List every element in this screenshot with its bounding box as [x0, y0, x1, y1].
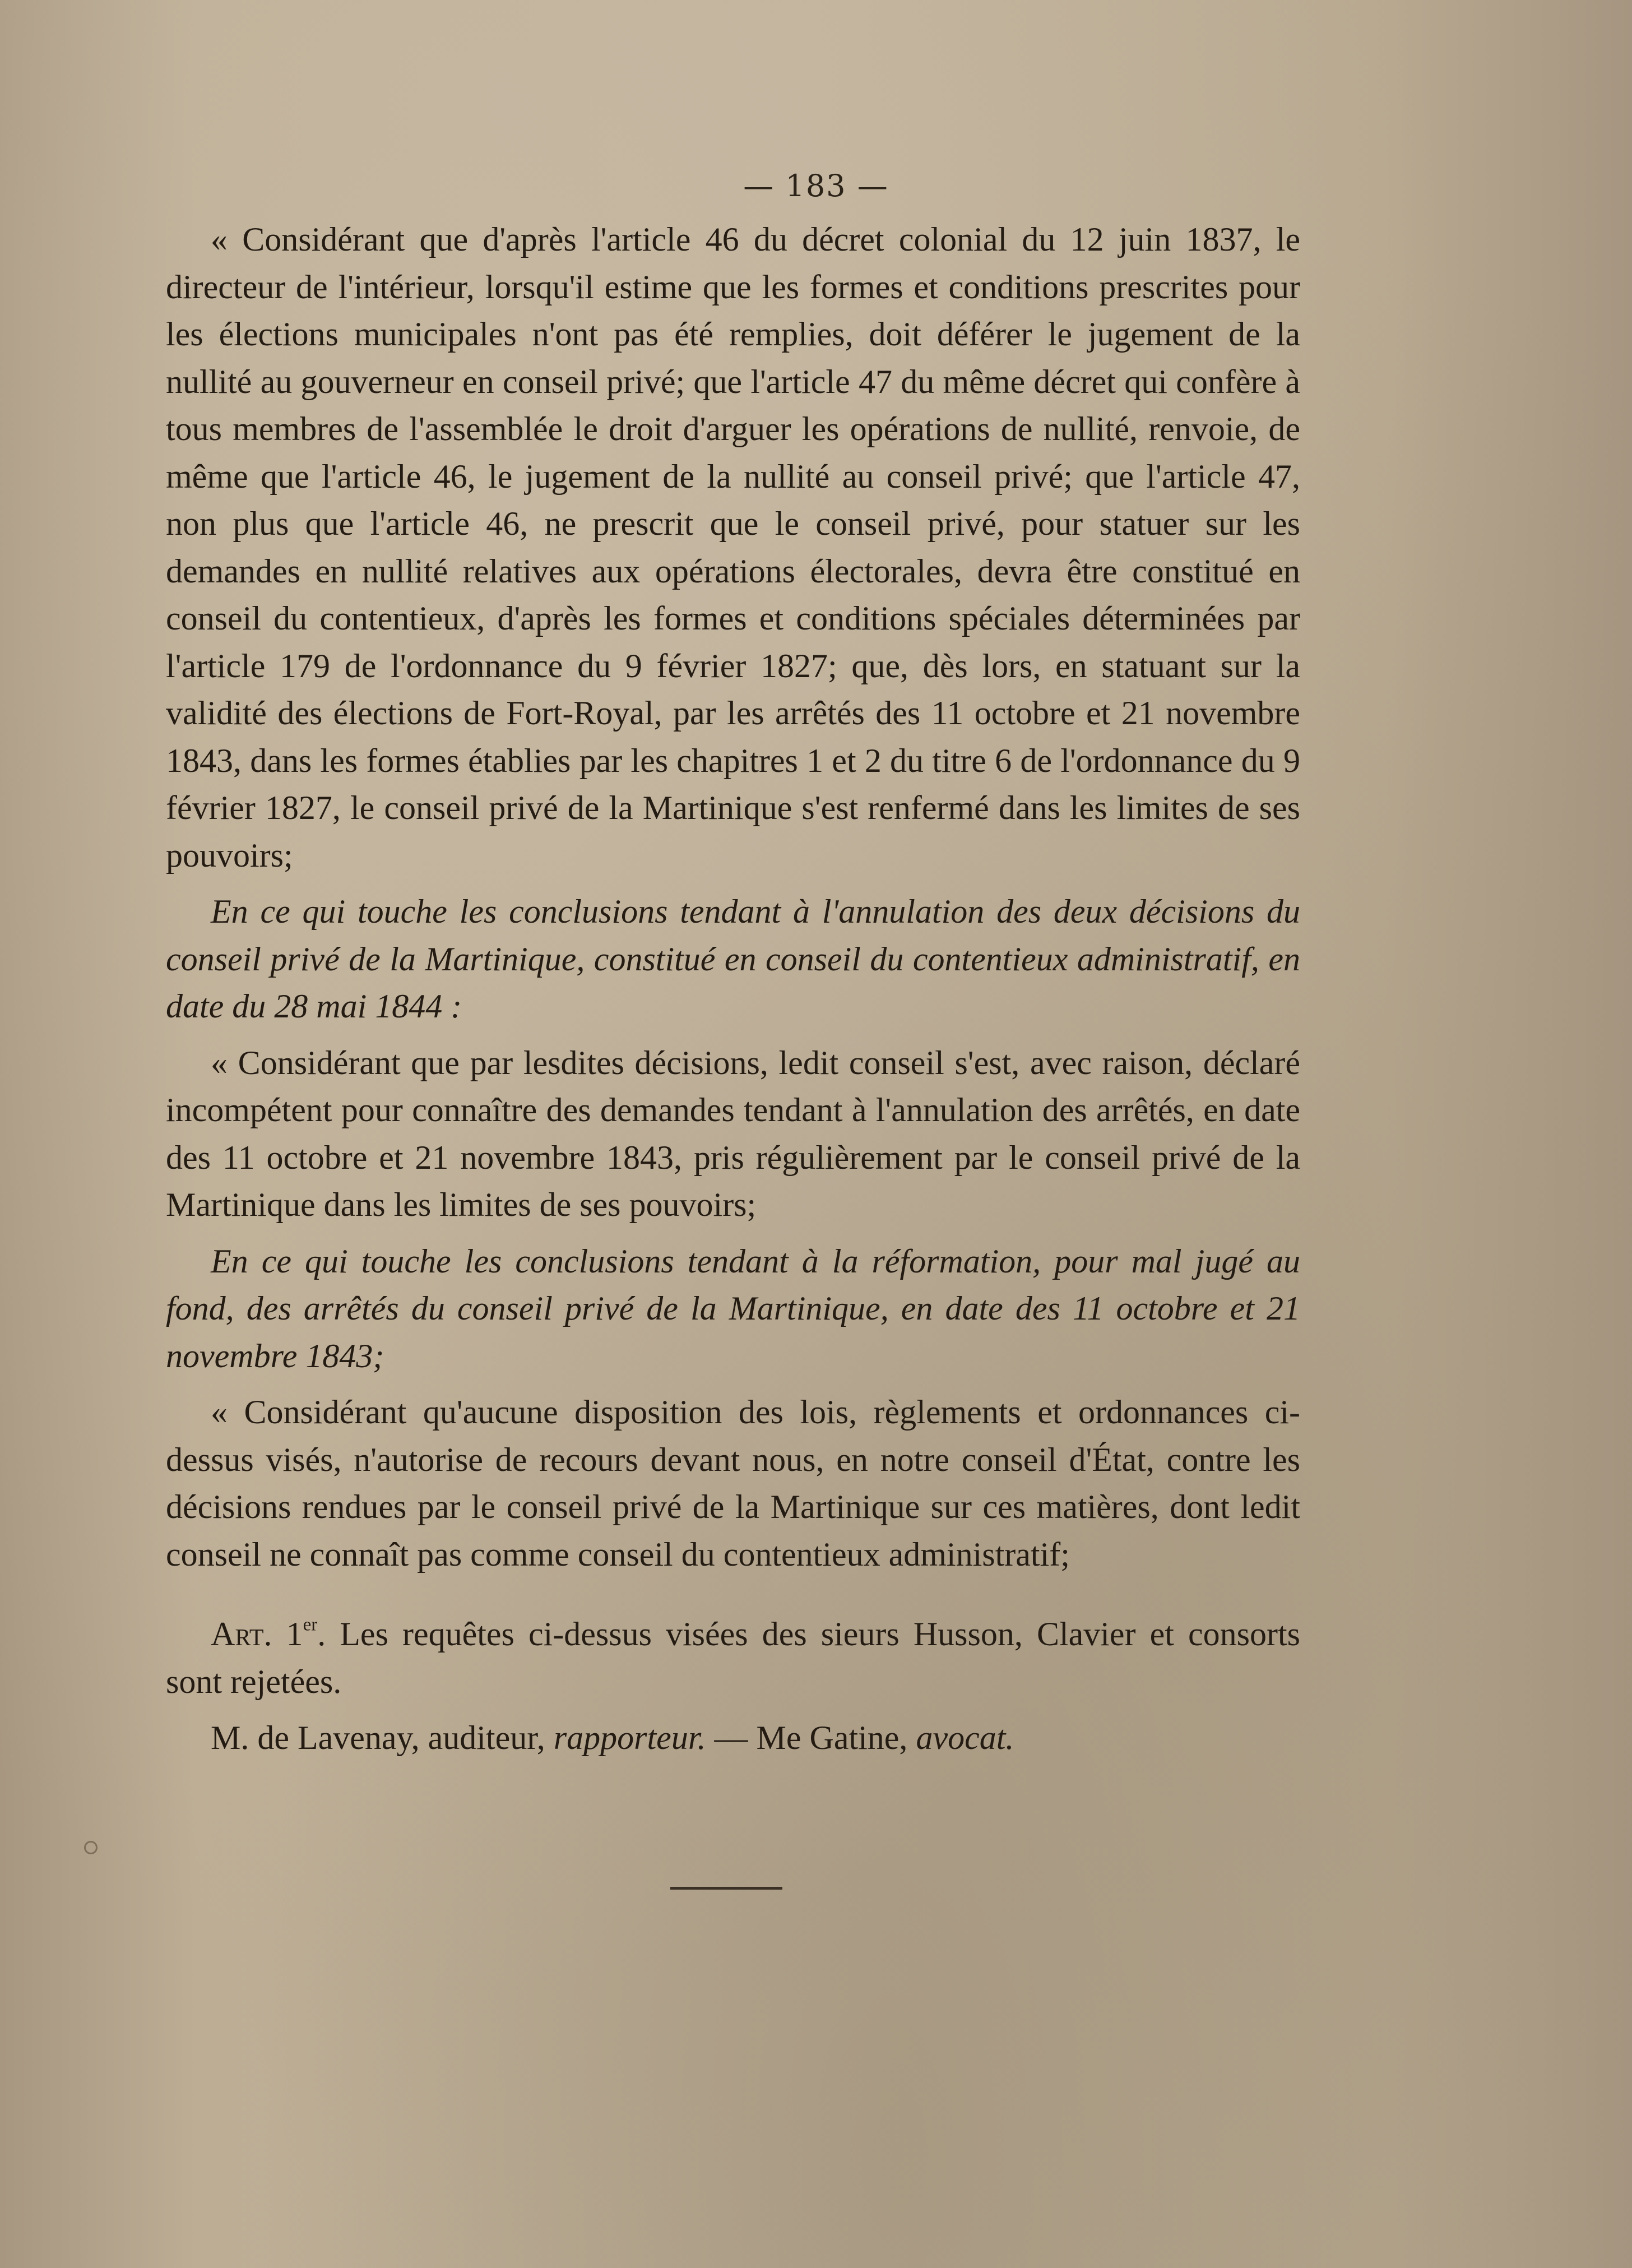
signature-line — [166, 1714, 1300, 1762]
signature-separator: — — [706, 1719, 757, 1756]
ink-speck-decoration — [84, 1841, 98, 1854]
body-text — [166, 216, 1300, 1762]
rapporteur-role: rapporteur. — [553, 1719, 706, 1756]
paragraph-considerant-1: « Considérant que d'après l'article 46 du décret colonial du 12 juin 1837, le directeur de l'intérieur, lorsqu'il estime que les formes et conditions prescrites pour les élections municipales n'ont pas été remplies, doit déférer le jugement de la nullité au gouverneur en conseil privé; que l'article 47 du même décret qui confère à tous membres de l'assemblée le droit d'arguer les opérations de nullité, renvoie, de même que l'article 46, le jugement de la nullité au conseil privé; que l'article 47, non plus que l'article 46, ne prescrit que le conseil privé, pour statuer sur les demandes en nullité relatives aux opérations électorales, devra être constitué en conseil du contentieux, d'après les formes et conditions spéciales déterminées par l'article 179 de l'ordonnance du 9 février 1827; que, dès lors, en statuant sur la validité des élections de Fort-Royal, par les arrêtés des 11 octobre et 21 novembre 1843, dans les formes établies par les chapitres 1 et 2 du titre 6 de l'ordonnance du 9 février 1827, le conseil privé de la Martinique s'est renfermé dans les limites de ses pouvoirs; — [166, 221, 1300, 874]
counsel-role: avocat. — [916, 1719, 1014, 1756]
closing-rule — [670, 1887, 782, 1890]
article-text: . Les requêtes ci-dessus visées des sieurs Husson, Clavier et consorts sont rejetées. — [166, 1616, 1300, 1700]
article-label-superscript: er — [303, 1614, 318, 1635]
paragraph-considerant-3: « Considérant qu'aucune disposition des lois, règlements et ordonnances ci-dessus visés, n'autorise de recours devant nous, en notre conseil d'État, contre les décisions rendues par le conseil privé de la Martinique sur ces matières, dont ledit conseil ne connaît pas comme conseil du contentieux administratif; — [166, 1394, 1300, 1573]
counsel-name: Me Gatine, — [756, 1719, 908, 1756]
rapporteur-name: M. de Lavenay, auditeur, — [211, 1719, 545, 1756]
paragraph-heading-reformation: En ce qui touche les conclusions tendant à la réformation, pour mal jugé au fond, des arrêtés du conseil privé de la Martinique, en date des 11 octobre et 21 novembre 1843; — [166, 1242, 1300, 1374]
article-label: Art. 1 — [211, 1616, 303, 1653]
page-number: — 183 — — [743, 168, 889, 203]
paragraph-heading-annulation: En ce qui touche les conclusions tendant à l'annulation des deux décisions du conseil privé de la Martinique, constitué en conseil du contentieux administratif, en date du 28 mai 1844 : — [166, 893, 1300, 1025]
article-paragraph — [166, 1610, 1300, 1705]
paragraph-considerant-2: « Considérant que par lesdites décisions, ledit conseil s'est, avec raison, déclaré incompétent pour connaître des demandes tendant à l'annulation des arrêtés, en date des 11 octobre et 21 novembre 1843, pris régulièrement par le conseil privé de la Martinique dans les limites de ses pouvoirs; — [166, 1044, 1300, 1223]
